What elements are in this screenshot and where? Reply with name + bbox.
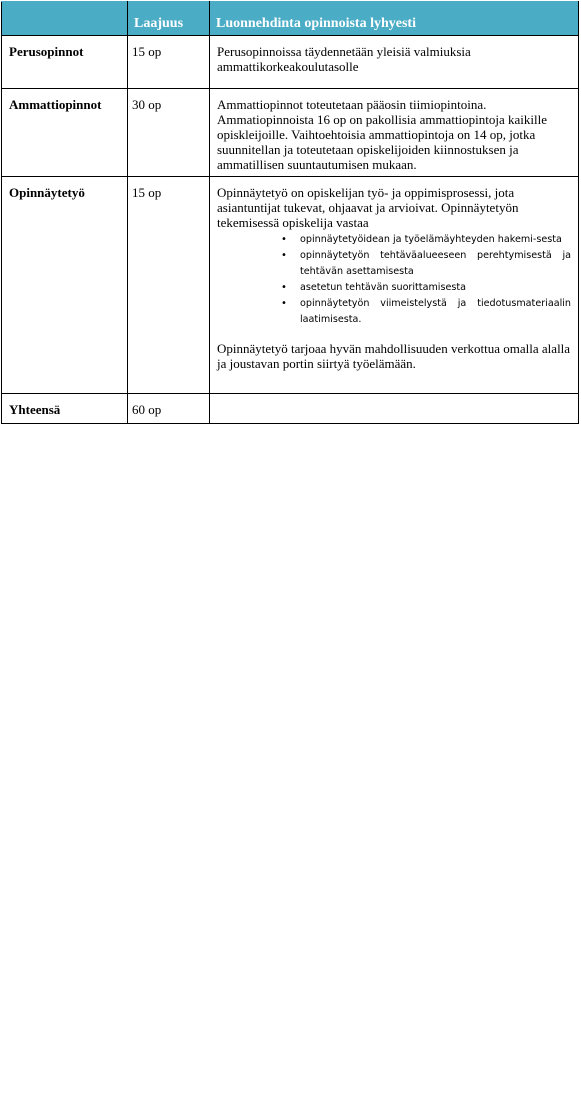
bullet-list [217, 232, 571, 328]
row-name: Opinnäytetyö [9, 185, 85, 200]
row-description-cell [210, 36, 579, 89]
bullet-icon: • [281, 298, 287, 309]
header-description-label: Luonnehdinta opinnoista lyhyesti [216, 16, 416, 31]
row-name-cell [2, 394, 128, 424]
header-cell-empty [2, 2, 128, 36]
header-scope-label: Laajuus [134, 16, 184, 31]
list-item-text: opinnäytetyön tehtäväalueeseen perehtymisestä ja tehtävän asettamisesta [300, 250, 571, 277]
list-item [281, 232, 571, 248]
row-description-block [210, 177, 578, 371]
header-cell-description [210, 2, 579, 36]
header-cell-scope [128, 2, 210, 36]
list-item-text: asetetun tehtävän suorittamisesta [300, 282, 466, 293]
bullet-icon: • [281, 282, 287, 293]
list-item [281, 296, 571, 328]
row-scope-cell [128, 177, 210, 394]
row-scope: 30 op [132, 97, 162, 112]
header-col1-label [2, 2, 127, 16]
list-item-text: opinnäytetyöidean ja työelämäyhteyden hakemi-sesta [300, 234, 562, 245]
row-name: Yhteensä [9, 402, 61, 417]
table-row [2, 89, 579, 177]
row-scope-cell [128, 394, 210, 424]
table-header-row [2, 2, 579, 36]
row-name: Perusopinnot [9, 44, 84, 59]
row-scope: 15 op [132, 44, 162, 59]
row-scope: 15 op [132, 185, 162, 200]
bullet-icon: • [281, 234, 287, 245]
row-description: Ammattiopinnot toteutetaan pääosin tiimiopintoina. Ammatiopinnoista 16 op on pakollisia ammattiopintoja kaikille opiskleijoille. Vaihtoehtoisia ammattiopintoja on 14 op, jotka suunnitellan ja toteutetaan opiskelijoiden kiinnostuksen ja ammatillisen suuntautumisen mukaan. [217, 97, 548, 172]
list-item [281, 280, 571, 296]
row-scope: 60 op [132, 402, 162, 417]
row-scope-cell [128, 89, 210, 177]
row-description: Perusopinnoissa täydennetään yleisiä valmiuksia ammattikorkeakoulutasolle [217, 44, 471, 74]
row-description: Opinnäytetyö on opiskelijan työ- ja oppimisprosessi, jota asiantuntijat tukevat, ohjaavat ja arvioivat. Opinnäytetyön tekemisessä opiskelija vastaa [217, 185, 519, 230]
bullet-icon: • [281, 250, 287, 261]
table-row [2, 36, 579, 89]
table-row-total [2, 394, 579, 424]
list-item [281, 248, 571, 280]
row-description-cell [210, 177, 579, 394]
row-description [210, 394, 578, 402]
row-scope-cell [128, 36, 210, 89]
row-name-cell [2, 177, 128, 394]
row-description-cell [210, 89, 579, 177]
list-item-text: opinnäytetyön viimeistelystä ja tiedotusmateriaalin laatimisesta. [300, 298, 571, 325]
row-description-cell [210, 394, 579, 424]
row-description-after: Opinnäytetyö tarjoaa hyvän mahdollisuuden verkottua omalla alalla ja joustavan portin siirtyä työelämään. [217, 341, 571, 371]
row-name: Ammattiopinnot [9, 97, 102, 112]
row-name-cell [2, 36, 128, 89]
row-name-cell [2, 89, 128, 177]
curriculum-table [1, 1, 579, 424]
table-row [2, 177, 579, 394]
